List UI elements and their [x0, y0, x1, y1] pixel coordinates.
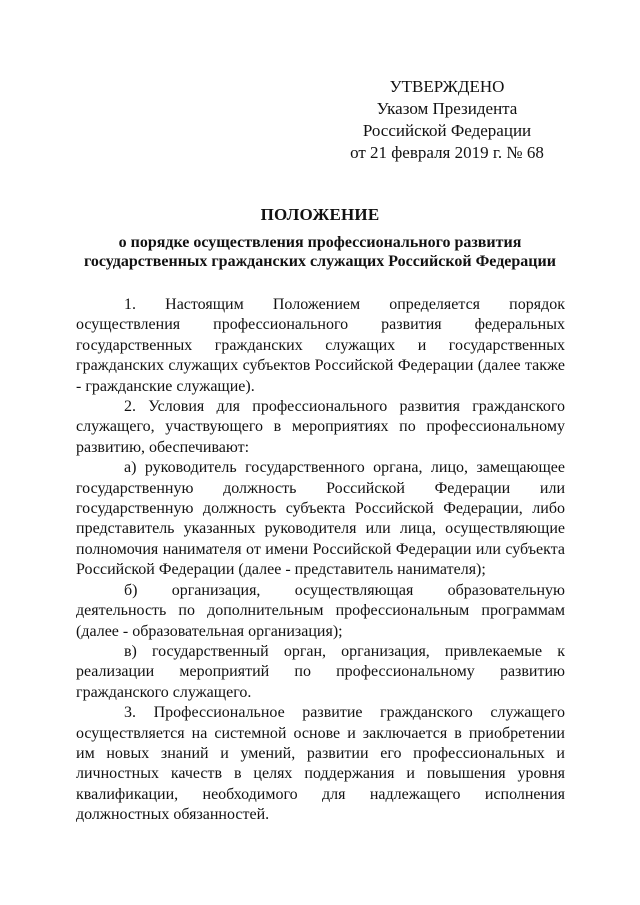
paragraph-2a: а) руководитель государственного органа, лицо, замещающее государственную должность Российской Федерации или государственную должность субъекта Российской Федерации, либо представитель указанных руководителя или лица, осуществляющие полномочия нанимателя от имени Российской Федерации или субъекта Российской Федерации (далее - представитель нанимателя); — [76, 459, 565, 579]
document-title: ПОЛОЖЕНИЕ — [260, 205, 380, 224]
paragraph-1: 1. Настоящим Положением определяется порядок осуществления профессионального развития федеральных государственных гражданских служащих и государственных гражданских служащих субъектов Российской Федерации (далее также - гражданские служащие). — [76, 296, 565, 395]
approval-line-date: от 21 февраля 2019 г. № 68 — [350, 143, 544, 162]
paragraph-2: 2. Условия для профессионального развития гражданского служащего, участвующего в мероприятиях по профессиональному развитию, обеспечивают: — [76, 398, 565, 456]
approval-line-approved: УТВЕРЖДЕНО — [389, 77, 505, 96]
subtitle-line-2: государственных гражданских служащих Российской Федерации — [84, 253, 556, 270]
document-body — [76, 295, 565, 826]
approval-stamp — [327, 76, 567, 164]
paragraph-3: 3. Профессиональное развитие гражданского служащего осуществляется на системной основе и заключается в приобретении им новых знаний и умений, развитии его профессиональных и личностных качеств в целях поддержания и повышения уровня квалификации, необходимого для надлежащего исполнения должностных обязанностей. — [76, 704, 565, 824]
approval-line-decree: Указом Президента — [376, 99, 518, 118]
paragraph-2c: в) государственный орган, организация, привлекаемые к реализации мероприятий по профессиональному развитию гражданского служащего. — [76, 642, 565, 701]
paragraph-2b: б) организация, осуществляющая образовательную деятельность по дополнительным профессиональным программам (далее - образовательная организация); — [76, 581, 565, 640]
subtitle-line-1: о порядке осуществления профессионального развития — [118, 234, 522, 251]
approval-line-country: Российской Федерации — [362, 121, 532, 140]
document-subtitle — [40, 233, 600, 271]
